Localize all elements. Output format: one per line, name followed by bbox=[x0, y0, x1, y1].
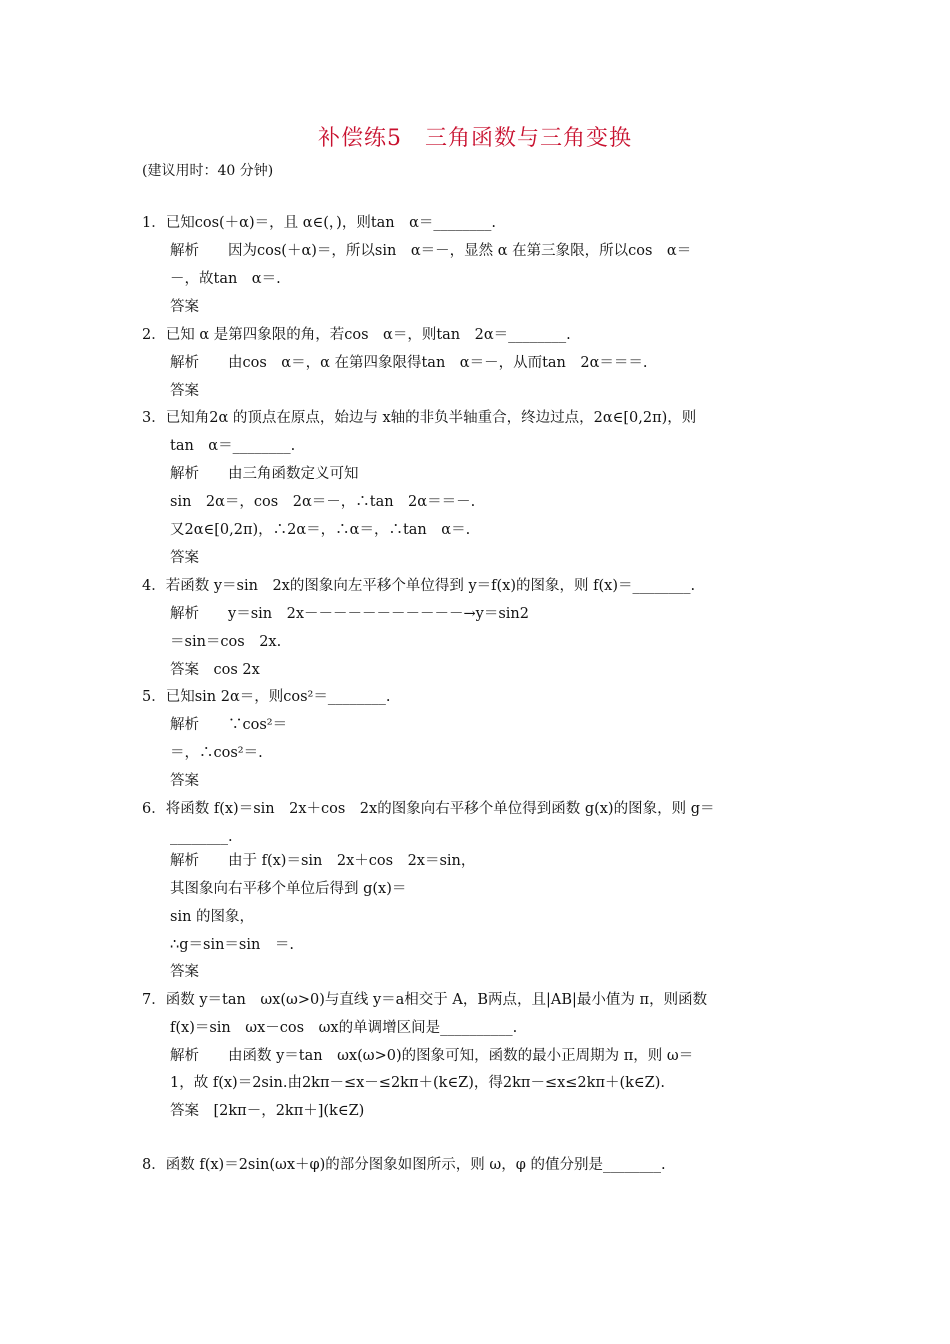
question-2: 2．已知 α 是第四象限的角，若cos α＝，则tan 2α＝________. bbox=[142, 327, 571, 343]
question-8: 8．函数 f(x)＝2sin(ωx＋φ)的部分图象如图所示，则 ω，φ 的值分别是________. bbox=[142, 1157, 666, 1173]
answer-label: 答案 bbox=[170, 299, 199, 315]
question-4: 4．若函数 y＝sin 2x的图象向左平移个单位得到 y＝f(x)的图象，则 f(x)＝________. bbox=[142, 578, 696, 594]
question-line: f(x)＝sin ωx－cos ωx的单调增区间是__________. bbox=[170, 1020, 518, 1036]
solution-line: 解析 由函数 y＝tan ωx(ω>0)的图象可知，函数的最小正周期为 π，则 ω＝ bbox=[170, 1048, 694, 1064]
solution-line: ∴g＝sin＝sin ＝. bbox=[170, 937, 294, 953]
solution-line: 解析 y＝sin 2x－－－－－－－－－－－→y＝sin2 bbox=[170, 606, 529, 622]
answer-label: 答案 bbox=[170, 773, 199, 789]
question-line: tan α＝________. bbox=[170, 438, 296, 454]
time-note: (建议用时：40 分钟) bbox=[142, 163, 274, 179]
solution-line: 解析 由三角函数定义可知 bbox=[170, 466, 359, 482]
question-line: ________. bbox=[170, 829, 233, 845]
solution-line: －，故tan α＝. bbox=[170, 271, 281, 287]
solution-line: ＝sin＝cos 2x. bbox=[170, 634, 282, 650]
solution-line: 解析 由cos α＝，α 在第四象限得tan α＝－，从而tan 2α＝＝＝. bbox=[170, 355, 648, 371]
question-6: 6．将函数 f(x)＝sin 2x＋cos 2x的图象向右平移个单位得到函数 g(x)的图象，则 g＝ bbox=[142, 801, 715, 817]
answer-label: 答案 bbox=[170, 550, 199, 566]
answer-label: 答案 bbox=[170, 383, 199, 399]
solution-line: 解析 由于 f(x)＝sin 2x＋cos 2x＝sin， bbox=[170, 853, 476, 869]
solution-line: 1，故 f(x)＝2sin.由2kπ－≤x－≤2kπ＋(k∈Z)，得2kπ－≤x≤2kπ＋(k∈Z). bbox=[170, 1075, 665, 1091]
solution-line: 解析 因为cos(＋α)＝，所以sin α＝－，显然 α 在第三象限，所以cos α＝ bbox=[170, 243, 692, 259]
solution-line: ＝，∴cos²＝. bbox=[170, 745, 263, 761]
solution-line: 其图象向右平移个单位后得到 g(x)＝ bbox=[170, 881, 407, 897]
answer-line: 答案 [2kπ－，2kπ＋](k∈Z) bbox=[170, 1103, 365, 1119]
question-5: 5．已知sin 2α＝，则cos²＝________. bbox=[142, 689, 391, 705]
question-3: 3．已知角2α 的顶点在原点，始边与 x轴的非负半轴重合，终边过点，2α∈[0,2π)，则 bbox=[142, 410, 697, 426]
solution-line: 解析 ∵cos²＝ bbox=[170, 717, 288, 733]
solution-line: sin 2α＝，cos 2α＝－，∴tan 2α＝＝－. bbox=[170, 494, 476, 510]
answer-label: 答案 bbox=[170, 964, 199, 980]
answer-line: 答案 cos 2x bbox=[170, 662, 260, 678]
solution-line: 又2α∈[0,2π)，∴2α＝，∴α＝，∴tan α＝. bbox=[170, 522, 471, 538]
question-7: 7．函数 y＝tan ωx(ω>0)与直线 y＝a相交于 A，B两点，且|AB|最小值为 π，则函数 bbox=[142, 992, 708, 1008]
solution-line: sin 的图象， bbox=[170, 909, 255, 925]
page-title: 补偿练5 三角函数与三角变换 bbox=[318, 126, 632, 151]
question-1: 1．已知cos(＋α)＝，且 α∈(，)，则tan α＝________. bbox=[142, 215, 497, 231]
